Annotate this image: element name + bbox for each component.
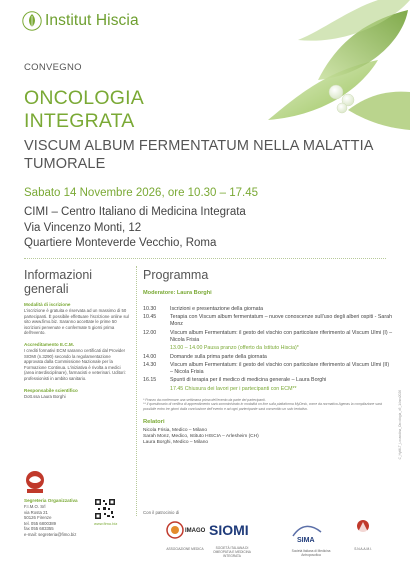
partner-snaami	[343, 516, 383, 551]
program-note: * Pranzo da confermare una settimana prima dell'evento da parte dei partecipanti.	[143, 397, 266, 402]
organizer-fax: fax 055 683355	[24, 526, 54, 532]
program-time: 10.30	[143, 306, 157, 312]
program-time: 14.00	[143, 353, 157, 360]
speaker-item: Laura Borghi, Medico – Milano	[143, 440, 209, 446]
program-list	[143, 306, 393, 393]
program-description: Spunti di terapia per il medico di medicina generale – Laura Borghi	[170, 377, 327, 384]
ecm-text: I crediti formativi ECM saranno certificati dal Provider SIOMI (n.3290) secondo la regolamentazione approvata dalla Commissione Nazionale per la Formazione Continua. L'iniziativa è rivolta a medici (area interdisciplinare), farmacisti e veterinari. Uditori: professionisti in ambito sanitario.	[24, 347, 126, 381]
program-note: ** Il questionario di verifica di apprendimento sarà somministrato in modalità on line sulla piattaforma MyDesk, come da normativa Agenas la compilazione sarà possibile entro tre giorni dalla conclusione dell'evento e ad ogni partecipante sarà consentito un solo tentativo.	[143, 402, 382, 411]
info-title-line: generali	[24, 282, 69, 296]
info-title-line: Informazioni	[24, 268, 93, 282]
general-info-column	[24, 268, 130, 399]
leaf-logo-icon	[22, 11, 42, 31]
program-row	[143, 386, 393, 393]
organizer-block	[24, 498, 94, 538]
section-divider	[24, 258, 386, 259]
column-divider	[136, 266, 137, 516]
organizer-line: 50126 Firenze	[24, 515, 52, 521]
program-description: Viscum album Fermentatum: il gesto del vischio con particolare riferimento al Viscum Ulmi (I) – Nicola Frisia	[170, 329, 393, 343]
speaker-item: Nicola Frisia, Medico – Milano	[143, 427, 207, 433]
partner-siomi	[207, 519, 257, 558]
program-description: Domande sulla prima parte della giornata	[170, 353, 267, 360]
program-time: 14.30	[143, 361, 157, 368]
organizer-email[interactable]: e-mail: segreteria@fimo.biz	[24, 531, 77, 537]
event-venue	[24, 205, 246, 252]
imago-name: IMAGO	[185, 528, 205, 534]
sima-sub: Società Italiana di Medicina Antroposofica	[291, 549, 331, 557]
organizer-website[interactable]: www.fimo.biz	[94, 521, 118, 526]
partner-logos	[143, 516, 388, 556]
program-notes	[143, 398, 393, 412]
snaami-name: S.N.A.A.M.I.	[354, 547, 372, 551]
program-time: 16.15	[143, 377, 157, 384]
program-description: 13.00 – 14.00 Pausa pranzo (offerto da Istituto Hiscia)*	[170, 345, 299, 352]
program-column	[143, 268, 393, 447]
program-description: Terapia con Viscum album fermentatum – nuove conoscenze sull'uso degli alberi ospiti - Sarah Monz	[170, 314, 393, 328]
program-row	[143, 377, 393, 384]
organizer-phone: tel. 055 6800389	[24, 520, 57, 526]
registration-label: Modalità di iscrizione	[24, 302, 71, 307]
event-title-line2: INTEGRATA	[24, 110, 135, 132]
partner-sima	[291, 522, 331, 557]
patronage-label: Con il patrocinio di	[143, 510, 180, 515]
program-row	[143, 330, 393, 344]
speakers-list	[143, 428, 393, 447]
program-time	[143, 345, 170, 352]
program-title: Programma	[143, 268, 209, 282]
partner-imago	[165, 520, 205, 551]
organizer-line: via Rosta 21	[24, 509, 48, 515]
program-row	[143, 362, 393, 376]
siomi-sub: SOCIETÀ ITALIANA DI OMEOPATIA E MEDICINA INTEGRATA	[213, 546, 251, 558]
venue-line: CIMI – Centro Italiano di Medicina Integrata	[24, 206, 246, 218]
imago-logo-icon	[165, 520, 205, 542]
sima-logo-icon	[291, 522, 331, 544]
speaker-item: Sarah Monz, Medico, Istituto HISCIA – Arlesheim (CH)	[143, 433, 259, 439]
scientific-lead-text: Dott.ssa Laura Borghi	[24, 393, 66, 399]
info-title	[24, 268, 130, 296]
event-title-line1: ONCOLOGIA	[24, 87, 144, 109]
qr-code-icon[interactable]	[94, 498, 116, 520]
mistletoe-leaves-illustration	[228, 0, 410, 148]
document-code: C_HyMLT_Locandina_Oncologia_v5_14nov2026	[398, 390, 402, 460]
program-description: Viscum album Fermentatum: il gesto del vischio con particolare riferimento al Viscum Ulmi (II) – Nicola Frisia	[170, 361, 390, 375]
event-kind: CONVEGNO	[24, 62, 82, 73]
venue-line: Quartiere Monteverde Vecchio, Roma	[24, 237, 217, 249]
siomi-name: SIOMI	[209, 522, 249, 538]
organizer-line: F.I.M.O. Srl	[24, 504, 46, 509]
event-date: Sabato 14 Novembre 2026, ore 10.30 – 17.45	[24, 187, 259, 199]
provider-badge-icon	[24, 470, 46, 494]
program-description: 17.45 Chiusura dei lavori per i partecipanti con ECM**	[170, 385, 297, 392]
program-row	[143, 314, 393, 328]
program-row	[143, 345, 393, 352]
program-time	[143, 386, 170, 393]
program-row	[143, 306, 393, 313]
siomi-logo-icon	[207, 519, 257, 541]
program-time: 10.45	[143, 314, 157, 321]
organizer-label: Segreteria Organizzativa	[24, 498, 78, 503]
imago-sub: ASSOCIAZIONE MEDICA	[166, 547, 204, 551]
program-moderator: Moderatore: Laura Borghi	[143, 290, 212, 296]
sima-name: SIMA	[297, 537, 315, 544]
venue-line: Via Vincenzo Monti, 12	[24, 221, 142, 234]
program-description: Iscrizioni e presentazione della giornata	[170, 306, 264, 312]
program-row	[143, 354, 393, 361]
program-time: 12.00	[143, 329, 157, 336]
speakers-title: Relatori	[143, 418, 165, 425]
snaami-logo-icon	[343, 516, 383, 542]
brand-logo	[22, 11, 139, 31]
registration-text: L'iscrizione è gratuita e riservata ad un massimo di 50 partecipanti. È possibile effettuare l'iscrizione online sul sito www.fimo.biz. Saranno accettate le prime 50 iscrizioni pervenute e confermate 5 giorni prima dell'evento.	[24, 308, 129, 336]
scientific-lead-label: Responsabile scientifico	[24, 387, 78, 393]
ecm-label: Accreditamento E.C.M.	[24, 341, 75, 347]
event-subtitle: VISCUM ALBUM FERMENTATUM NELLA MALATTIA TUMORALE	[24, 138, 373, 172]
brand-name: Institut Hiscia	[45, 12, 139, 29]
